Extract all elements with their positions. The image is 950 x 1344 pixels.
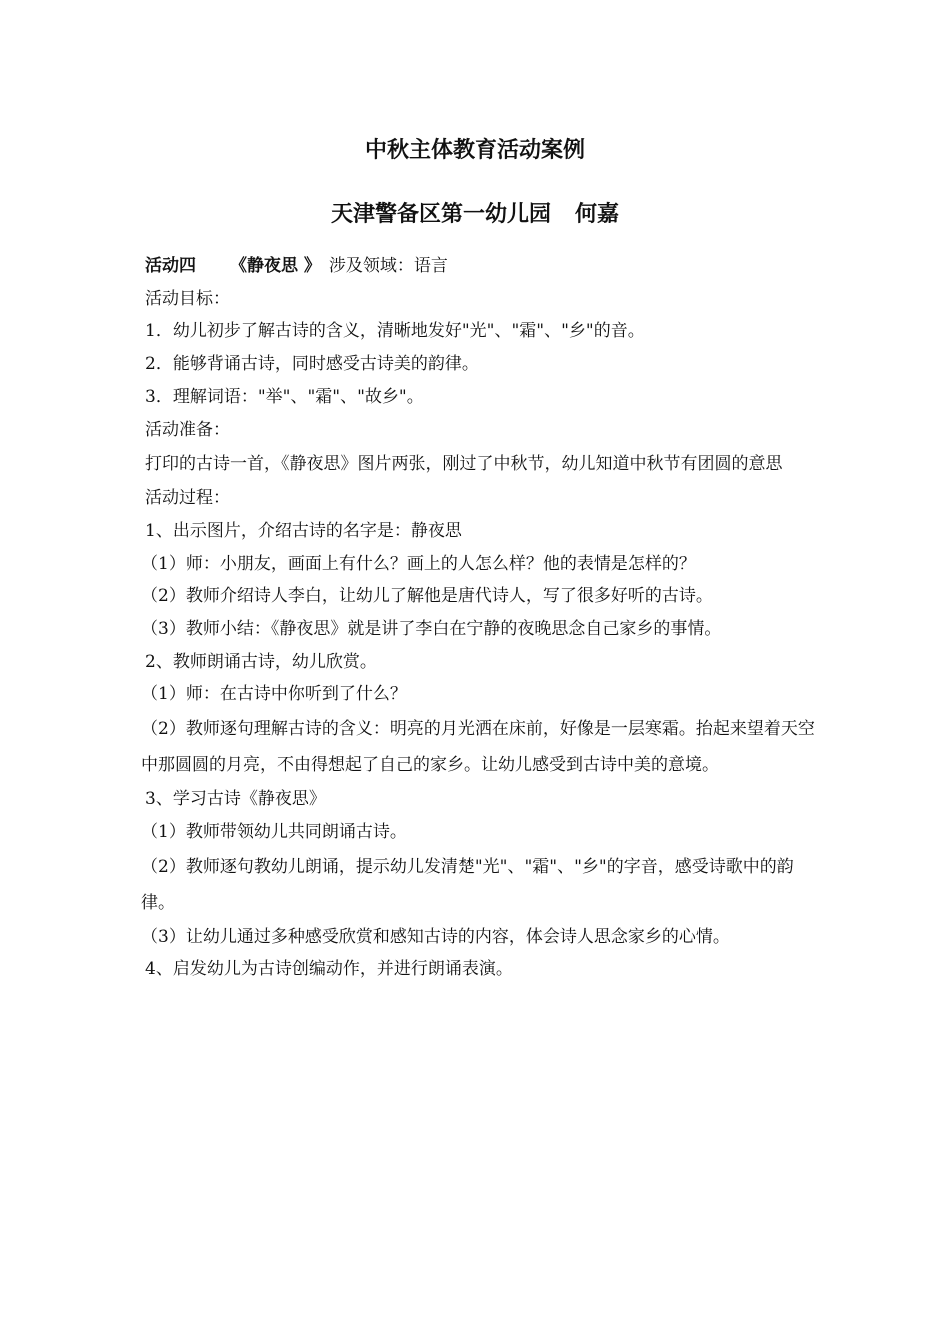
process-step: 3、学习古诗《静夜思》: [145, 789, 326, 810]
author-organization: 天津警备区第一幼儿园: [330, 202, 551, 227]
document-title: 中秋主体教育活动案例: [364, 138, 585, 163]
preparation-text: 打印的古诗一首，《静夜思》图片两张，刚过了中秋节，幼儿知道中秋节有团圆的意思: [145, 454, 783, 475]
process-substep: （3）教师小结：《静夜思》就是讲了李白在宁静的夜晚思念自己家乡的事情。: [141, 619, 722, 640]
goal-item: 2．能够背诵古诗，同时感受古诗美的韵律。: [145, 354, 479, 375]
goal-item: 1．幼儿初步了解古诗的含义，清晰地发好"光"、"霜"、"乡"的音。: [145, 321, 645, 342]
process-substep: （1）师：在古诗中你听到了什么？: [141, 684, 407, 705]
goal-item: 3．理解词语："举"、"霜"、"故乡"。: [145, 386, 424, 407]
process-step: 4、启发幼儿为古诗创编动作，并进行朗诵表演。: [145, 959, 513, 980]
process-substep: （2）教师介绍诗人李白，让幼儿了解他是唐代诗人，写了很多好听的古诗。: [141, 586, 713, 607]
process-step: 1、出示图片，介绍古诗的名字是：静夜思: [145, 520, 462, 541]
section-heading-preparation: 活动准备：: [145, 419, 230, 440]
process-substep: （3）让幼儿通过多种感受欣赏和感知古诗的内容，体会诗人思念家乡的心情。: [141, 926, 730, 947]
section-heading-goals: 活动目标：: [145, 288, 230, 309]
activity-domain: 涉及领域：语言: [328, 256, 448, 276]
author-name: 何嘉: [575, 202, 620, 227]
section-heading-process: 活动过程：: [145, 488, 230, 509]
process-substep: （2）教师逐句教幼儿朗诵，提示幼儿发清楚"光"、"霜"、"乡"的字音，感受诗歌中的韵律。: [141, 856, 794, 913]
document-body: [141, 250, 815, 986]
activity-heading: [145, 250, 815, 283]
document-subtitle: [0, 200, 950, 230]
process-step: 2、教师朗诵古诗，幼儿欣赏。: [145, 651, 377, 672]
activity-name: 《静夜思 》: [230, 256, 321, 276]
process-substep: （1）教师带领幼儿共同朗诵古诗。: [141, 821, 407, 842]
process-substep: （2）教师逐句理解古诗的含义：明亮的月光洒在床前，好像是一层寒霜。抬起来望着天空中那圆圆的月亮，不由得想起了自己的家乡。让幼儿感受到古诗中美的意境。: [141, 719, 815, 776]
process-substep: （1）师：小朋友，画面上有什么？画上的人怎么样？他的表情是怎样的？: [141, 553, 696, 574]
activity-number: 活动四: [145, 256, 196, 276]
